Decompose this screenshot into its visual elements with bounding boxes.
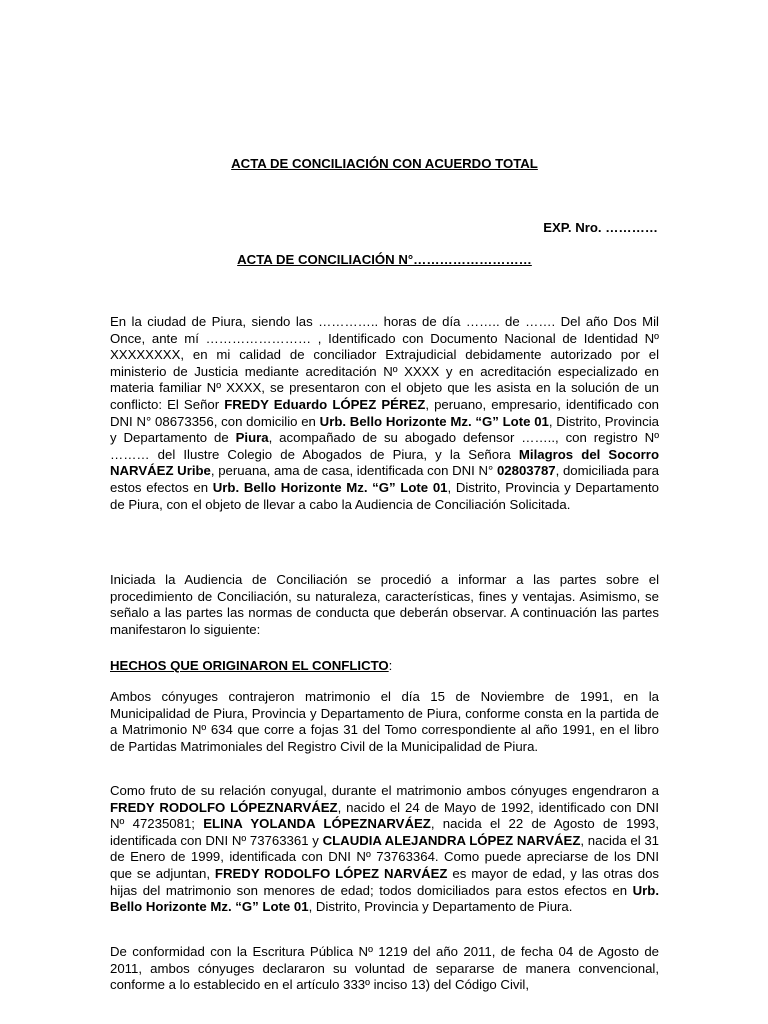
address-bold: Urb. Bello Horizonte Mz. “G” Lote 01: [319, 413, 549, 429]
child-name-claudia-alejandra: CLAUDIA ALEJANDRA LÓPEZ NARVÁEZ: [322, 832, 581, 848]
paragraph-intro: [110, 314, 659, 513]
expediente-number: EXP. Nro. …………: [543, 220, 658, 235]
text-run: , nacida el 31 de Enero de 1999, identificada con DNI Nº 73763364. Como puede apreciarse de los DNI que se adjuntan,: [110, 832, 660, 881]
text-run: , acompañado de su abogado defensor …….., con registro Nº ……… del Ilustre Colegio de Abogados de Piura, y la Señora: [110, 430, 660, 462]
paragraph-matrimonio: Ambos cónyuges contrajeron matrimonio el día 15 de Noviembre de 1991, en la Municipalidad de Piura, Provincia y Departamento de Piura, conforme consta en la partida de a Matrimonio Nº 634 que corre a fojas 31 del Tomo correspondiente al año 1991, en el libro de Partidas Matrimoniales del Registro Civil de la Municipalidad de Piura.: [110, 689, 659, 754]
text-run: Como fruto de su relación conyugal, durante el matrimonio ambos cónyuges engendraron a: [110, 783, 659, 798]
hechos-colon: :: [388, 658, 393, 673]
text-run: , nacido el 24 de Mayo de 1992, identificado con DNI Nº 47235081;: [110, 799, 659, 832]
document-title: ACTA DE CONCILIACIÓN CON ACUERDO TOTAL: [231, 156, 538, 171]
child-name-fredy-rodolfo: FREDY RODOLFO LÓPEZ NARVÁEZ: [214, 865, 448, 881]
paragraph-audiencia: Iniciada la Audiencia de Conciliación se procedió a informar a las partes sobre el procedimiento de Conciliación, su naturaleza, características, fines y ventajas. Asimismo, se señalo a las partes las normas de conducta que deberán observar. A continuación las partes manifestaron lo siguiente:: [110, 572, 659, 637]
text-run: , peruana, ama de casa, identificada con DNI N°: [210, 463, 497, 479]
party-name-fredy-eduardo: FREDY Eduardo LÓPEZ PÉREZ: [224, 396, 426, 412]
paragraph-hijos: [110, 783, 659, 916]
text-run: , nacida el 22 de Agosto de 1993, identificada con DNI Nº 73763361 y: [110, 816, 659, 848]
child-name-elina-yolanda: ELINA YOLANDA LÓPEZNARVÁEZ: [203, 816, 431, 832]
paragraph-escritura: De conformidad con la Escritura Pública Nº 1219 del año 2011, de fecha 04 de Agosto de 2011, ambos cónyuges declararon su voluntad de separarse de manera convencional, conforme a lo establecido en el artículo 333º inciso 13) del Código Civil,: [110, 944, 659, 993]
text-run: En la ciudad de Piura, siendo las ………….. horas de día …….. de ……. Del año Dos Mil Once, ante mí …………………… , Identificado con Documento Nacional de Identidad Nº XXXXXXXX, en mi calidad de conciliador Extrajudicial debidamente autorizado por el ministerio de Justicia mediante acreditación Nº XXXX y en acreditación especializado en materia familiar Nº XXXX, se presentaron con el objeto que les asista en la solución de un conflicto: El Señor: [110, 314, 659, 412]
section-heading-hechos: [110, 658, 659, 675]
address-bold: Urb. Bello Horizonte Mz. “G” Lote 01: [110, 882, 659, 915]
department-piura: Piura: [235, 430, 269, 446]
child-name-fredy-rodolfo: FREDY RODOLFO LÓPEZNARVÁEZ: [110, 799, 338, 815]
text-run: , Distrito, Provincia y Departamento de Piura.: [308, 899, 573, 915]
address-bold: Urb. Bello Horizonte Mz. “G” Lote 01: [212, 479, 448, 495]
text-run: , peruano, empresario, identificado con DNI N° 08673356, con domicilio en: [110, 396, 660, 429]
text-run: , Distrito, Provincia y Departamento de: [110, 413, 659, 446]
text-run: , Distrito, Provincia y Departamento de Piura, con el objeto de llevar a cabo la Audiencia de Conciliación Solicitada.: [110, 479, 659, 512]
dni-number-bold: 02803787: [496, 463, 556, 479]
text-run: es mayor de edad, y las otras dos hijas del matrimonio son menores de edad; todos domiciliados para estos efectos en: [110, 865, 660, 898]
hechos-heading-text: HECHOS QUE ORIGINARON EL CONFLICTO: [110, 658, 389, 673]
party-name-milagros: Milagros del Socorro NARVÁEZ Uribe: [110, 446, 659, 479]
text-run: , domiciliada para estos efectos en: [110, 463, 660, 495]
acta-number: ACTA DE CONCILIACIÓN N°………………………: [237, 252, 532, 267]
